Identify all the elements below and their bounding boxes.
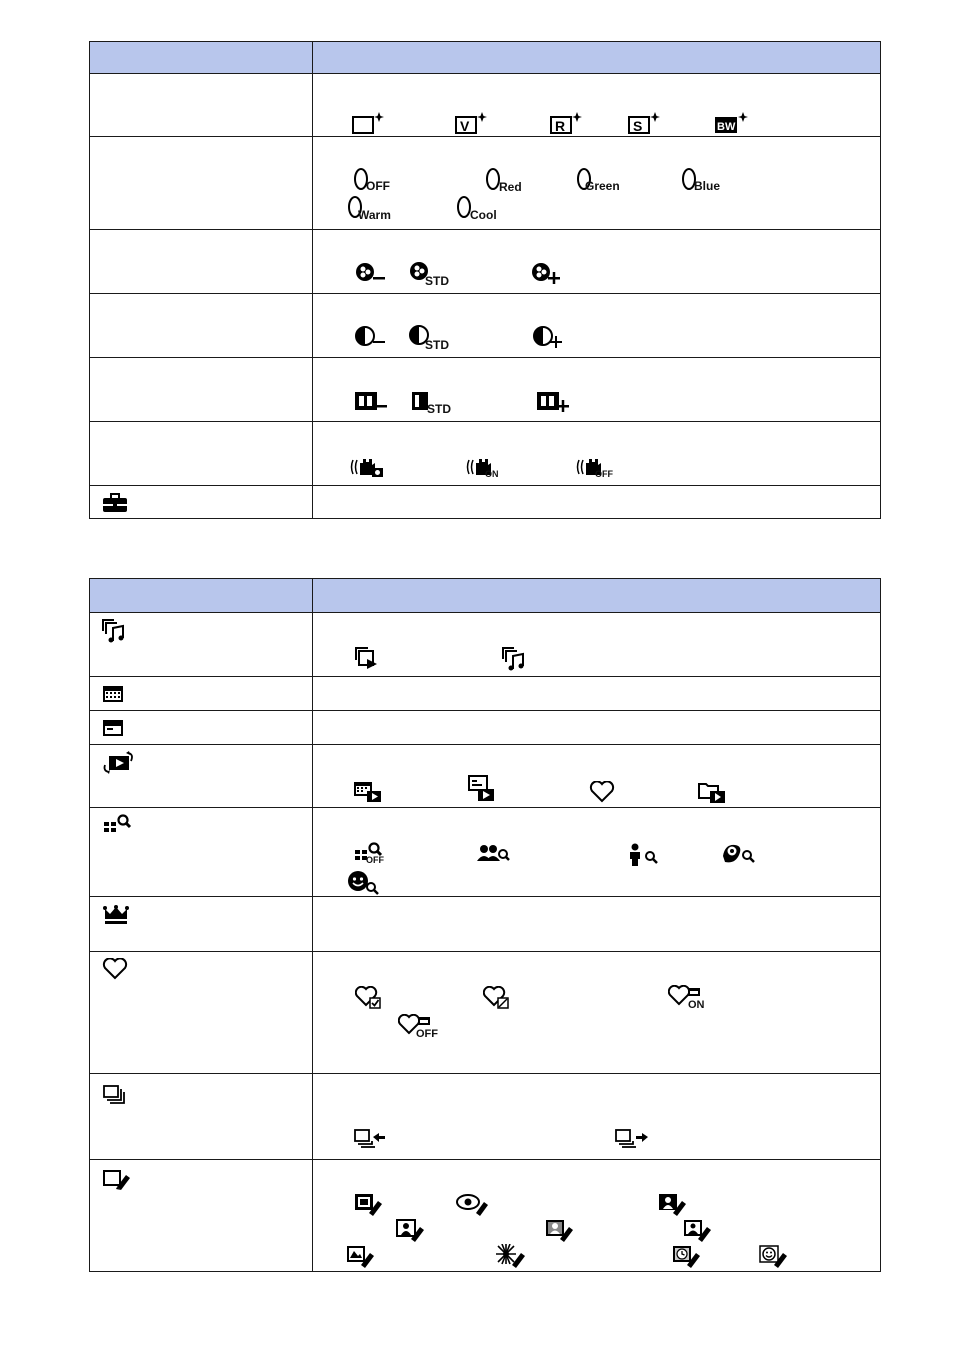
table-row[interactable] [90, 358, 881, 422]
row-label-cell [90, 1160, 313, 1272]
header-cell [313, 579, 881, 613]
row-option-cell [313, 711, 881, 745]
retro-effect-icon [549, 111, 583, 135]
heart-icon [102, 958, 128, 985]
retouch-red-eye-icon [456, 1192, 490, 1216]
person-search-icon [628, 843, 660, 867]
saturation-std-label: STD [425, 274, 449, 288]
vivid-effect-icon [454, 111, 488, 135]
table-row[interactable] [90, 745, 881, 808]
table-row[interactable] [90, 422, 881, 486]
retouch-portrait-icon [657, 1192, 689, 1216]
slideshow-icon [355, 647, 379, 671]
remove-favorite-icon [483, 986, 511, 1010]
table-row[interactable] [90, 613, 881, 677]
row-option-cell [313, 1160, 881, 1272]
table-header [90, 42, 881, 74]
retouch-partial-color-icon [544, 1218, 574, 1242]
row-label-cell [90, 677, 313, 711]
filter-off-label: OFF [366, 179, 390, 193]
table-row[interactable] [90, 808, 881, 897]
image-index-icon [102, 719, 124, 742]
retouch-clock-icon [671, 1244, 703, 1268]
filter-warm-label: Warm [358, 208, 391, 222]
row-option-cell [313, 677, 881, 711]
svg-text:S: S [633, 118, 643, 134]
bw-effect-icon [713, 111, 749, 135]
retouch-fisheye-icon [682, 1218, 714, 1242]
table-row[interactable] [90, 1074, 881, 1160]
row-label-cell [90, 1074, 313, 1160]
contrast-plus-icon [533, 325, 565, 349]
table-row[interactable] [90, 897, 881, 952]
row-label-cell [90, 745, 313, 808]
table-row[interactable] [90, 294, 881, 358]
row-option-cell [313, 808, 881, 897]
steadyshot-off-label: OFF [595, 469, 613, 479]
music-icon [502, 647, 526, 671]
steadyshot-shooting-icon [350, 455, 386, 479]
filter-green-label: Green [585, 179, 620, 193]
row-label-cell [90, 137, 313, 230]
row-option-cell [313, 897, 881, 952]
row-label-cell [90, 486, 313, 519]
filter-red-label: Red [499, 180, 522, 194]
favorite-off-label: OFF [416, 1028, 438, 1040]
row-label-cell [90, 358, 313, 422]
toolbox-icon [102, 493, 128, 518]
sharpness-minus-icon [353, 389, 389, 413]
row-option-cell [313, 486, 881, 519]
svg-text:R: R [555, 118, 566, 134]
burst-group-icon [102, 1084, 128, 1111]
table-header [90, 579, 881, 613]
steadyshot-on-label: ON [485, 469, 499, 479]
table-row[interactable] [90, 711, 881, 745]
svg-text:BW: BW [717, 121, 736, 133]
row-option-cell [313, 230, 881, 294]
crown-icon [102, 905, 130, 930]
retouch-cross-filter-icon [495, 1244, 527, 1268]
smile-search-icon [347, 870, 381, 896]
row-label-cell [90, 952, 313, 1074]
saturation-minus-icon [355, 261, 387, 285]
favorites-view-icon [589, 781, 615, 803]
row-option-cell [313, 952, 881, 1074]
settings-table-1 [89, 41, 881, 519]
header-cell [90, 579, 313, 613]
table-row[interactable] [90, 677, 881, 711]
row-label-cell [90, 230, 313, 294]
saturation-plus-icon [531, 261, 563, 285]
contrast-std-label: STD [425, 338, 449, 352]
retrieve-off-label: OFF [366, 855, 384, 865]
event-view-icon [468, 775, 498, 803]
retouch-icon [102, 1168, 132, 1195]
calendar-icon [102, 685, 124, 708]
retouch-trimming-icon [353, 1192, 383, 1216]
row-option-cell [313, 745, 881, 808]
header-cell [313, 42, 881, 74]
svg-text:V: V [460, 118, 470, 134]
table-row[interactable] [90, 952, 881, 1074]
row-option-cell [313, 137, 881, 230]
table-row[interactable] [90, 137, 881, 230]
table-row[interactable] [90, 230, 881, 294]
add-favorite-icon [355, 986, 383, 1010]
retouch-soft-focus-icon [395, 1218, 425, 1242]
row-option-cell [313, 1074, 881, 1160]
date-view-icon [353, 779, 383, 803]
row-option-cell [313, 294, 881, 358]
favorite-on-label: ON [688, 999, 705, 1011]
burst-display-all-icon [614, 1128, 650, 1152]
sepia-effect-icon [627, 111, 661, 135]
retouch-miniature-icon [345, 1244, 375, 1268]
row-option-cell [313, 74, 881, 137]
table-row[interactable] [90, 486, 881, 519]
row-label-cell [90, 711, 313, 745]
folder-view-icon [698, 780, 728, 804]
table-row[interactable] [90, 74, 881, 137]
row-label-cell [90, 74, 313, 137]
normal-effect-icon [351, 111, 385, 135]
header-cell [90, 42, 313, 74]
filter-cool-label: Cool [470, 208, 497, 222]
row-label-cell [90, 897, 313, 952]
slideshow-music-icon [102, 619, 126, 648]
sharpness-plus-icon [535, 389, 571, 413]
settings-table-2 [89, 578, 881, 1272]
row-label-cell [90, 613, 313, 677]
row-option-cell [313, 613, 881, 677]
retrieve-icon [102, 814, 132, 839]
row-label-cell [90, 422, 313, 486]
contrast-minus-icon [355, 325, 387, 349]
group-faces-search-icon [477, 843, 511, 865]
row-label-cell [90, 294, 313, 358]
filter-blue-label: Blue [694, 179, 721, 193]
row-option-cell [313, 358, 881, 422]
burst-display-main-icon [353, 1128, 387, 1152]
sharpness-std-label: STD [427, 402, 451, 416]
view-mode-icon [102, 751, 136, 780]
row-label-cell [90, 808, 313, 897]
row-option-cell [313, 422, 881, 486]
table-row[interactable] [90, 1160, 881, 1272]
retouch-smile-icon [758, 1244, 790, 1268]
baby-search-icon [721, 842, 757, 866]
